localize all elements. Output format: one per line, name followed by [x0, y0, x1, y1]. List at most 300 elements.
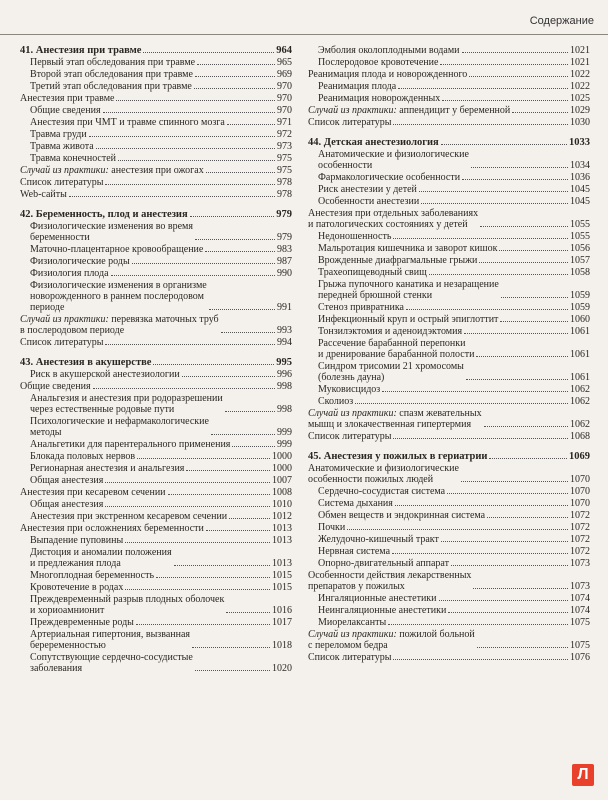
toc-entry — [308, 301, 590, 313]
page-number: 1030 — [570, 117, 590, 128]
toc-entry — [20, 616, 292, 628]
leader-dots — [451, 565, 568, 566]
page-number: 998 — [277, 381, 292, 392]
leader-dots — [226, 612, 270, 613]
leader-dots — [473, 588, 568, 589]
toc-entry — [308, 430, 590, 442]
toc-entry-title: Сердечно-сосудистая система — [318, 486, 446, 497]
toc-entry — [20, 220, 292, 243]
toc-entry-title: Врожденные диафрагмальные грыжи — [318, 255, 478, 266]
toc-entry — [20, 104, 292, 116]
toc-entry-title: Физиологические роды — [30, 256, 130, 267]
toc-entry-title: 41. Анестезия при травме — [20, 45, 142, 56]
leader-dots — [143, 52, 274, 53]
leader-dots — [182, 376, 275, 377]
leader-dots — [156, 577, 270, 578]
leader-dots — [195, 670, 270, 671]
page-number: 1015 — [272, 582, 292, 593]
toc-entry — [308, 278, 590, 301]
page-number: 1013 — [272, 523, 292, 534]
page-number: 1072 — [570, 522, 590, 533]
toc-entry-title: Травма груди — [30, 129, 87, 140]
page-number: 994 — [277, 337, 292, 348]
toc-entry-title: Анестезия при травме — [20, 93, 115, 104]
toc-entry-title: 44. Детская анестезиология — [308, 137, 439, 148]
leader-dots — [105, 184, 275, 185]
page-number: 975 — [277, 165, 292, 176]
page-number: 1061 — [570, 349, 590, 360]
toc-entry — [20, 569, 292, 581]
toc-entry-title: Преждевременные роды — [30, 617, 134, 628]
toc-entry-title: Список литературы — [308, 431, 392, 442]
leader-dots — [392, 553, 568, 554]
leader-dots — [462, 179, 568, 180]
toc-entry — [20, 80, 292, 92]
toc-entry — [308, 183, 590, 195]
leader-dots — [118, 160, 275, 161]
case-label: Случай из практики: — [20, 314, 109, 325]
toc-chapter-entry — [308, 136, 590, 148]
page-number: 1016 — [272, 605, 292, 616]
leader-dots — [393, 659, 568, 660]
toc-entry-title: Список литературы — [20, 337, 104, 348]
toc-entry-title: Анестезия при экстренном кесаревом сечении — [30, 511, 228, 522]
leader-dots — [487, 517, 568, 518]
toc-entry — [308, 533, 590, 545]
leader-dots — [393, 438, 568, 439]
toc-entry-title: Синдром трисомии 21 хромосомы (болезнь дауна) — [318, 361, 464, 383]
page-number: 964 — [276, 45, 292, 56]
leader-dots — [489, 458, 567, 459]
toc-entry-title: Анестезия при осложнениях беременности — [20, 523, 204, 534]
leader-dots — [439, 600, 568, 601]
toc-entry — [308, 325, 590, 337]
page-number: 1029 — [570, 105, 590, 116]
toc-entry — [308, 230, 590, 242]
leader-dots — [395, 505, 568, 506]
leader-dots — [186, 470, 270, 471]
leader-dots — [398, 88, 568, 89]
toc-entry-title: Риск анестезии у детей — [318, 184, 417, 195]
leader-dots — [512, 112, 568, 113]
toc-entry-title: Реанимация плода — [318, 81, 397, 92]
toc-entry — [20, 593, 292, 616]
toc-entry-title — [20, 165, 204, 176]
page-number: 1070 — [570, 474, 590, 485]
leader-dots — [103, 112, 275, 113]
page-number: 990 — [277, 268, 292, 279]
leader-dots — [227, 124, 275, 125]
toc-entry — [308, 407, 590, 430]
toc-chapter-entry — [20, 356, 292, 368]
page-number: 999 — [277, 439, 292, 450]
leader-dots — [393, 238, 568, 239]
page-number: 1055 — [570, 219, 590, 230]
toc-entry-title — [20, 314, 219, 336]
page-number: 1020 — [272, 663, 292, 674]
page-number: 1075 — [570, 617, 590, 628]
toc-entry-title: Физиологические изменения во время беременности — [30, 221, 193, 243]
toc-entry-title: Анатомические и физиологические особенности — [318, 149, 469, 171]
leader-dots — [89, 136, 275, 137]
toc-entry-title: Травма живота — [30, 141, 94, 152]
leader-dots — [442, 100, 568, 101]
page-number: 1060 — [570, 314, 590, 325]
leader-dots — [441, 144, 567, 145]
toc-entry — [308, 337, 590, 360]
page-number: 1059 — [570, 290, 590, 301]
page-number: 970 — [277, 105, 292, 116]
toc-entry-title: Риск в акушерской анестезиологии — [30, 369, 180, 380]
leader-dots — [466, 379, 568, 380]
page-number: 965 — [277, 57, 292, 68]
page-number: 1045 — [570, 196, 590, 207]
toc-entry — [20, 152, 292, 164]
leader-dots — [105, 482, 270, 483]
page-number: 1000 — [272, 451, 292, 462]
toc-entry — [20, 279, 292, 313]
leader-dots — [447, 493, 568, 494]
toc-entry — [308, 651, 590, 663]
page-number: 1072 — [570, 546, 590, 557]
toc-entry — [20, 628, 292, 651]
toc-entry-title: Желудочно-кишечный тракт — [318, 534, 439, 545]
toc-entry — [308, 557, 590, 569]
leader-dots — [190, 216, 275, 217]
page-number: 1008 — [272, 487, 292, 498]
toc-entry-title — [308, 629, 475, 651]
toc-entry-title: Общие сведения — [30, 105, 101, 116]
case-title: аппендицит у беременной — [396, 105, 511, 116]
leader-dots — [209, 309, 275, 310]
leader-dots — [388, 624, 568, 625]
leader-dots — [136, 624, 270, 625]
leader-dots — [195, 239, 275, 240]
running-header — [0, 0, 608, 35]
leader-dots — [96, 148, 275, 149]
page-number: 1012 — [272, 511, 292, 522]
leader-dots — [206, 172, 275, 173]
leader-dots — [93, 388, 275, 389]
leader-dots — [211, 434, 275, 435]
toc-entry — [20, 56, 292, 68]
toc-entry — [20, 474, 292, 486]
page-number: 1068 — [570, 431, 590, 442]
case-title: анестезия при ожогах — [108, 165, 204, 176]
leader-dots — [501, 297, 568, 298]
page-number: 1070 — [570, 498, 590, 509]
leader-dots — [206, 530, 270, 531]
leader-dots — [116, 100, 275, 101]
toc-entry — [308, 592, 590, 604]
toc-entry-title: Опорно-двигательный аппарат — [318, 558, 449, 569]
page-number: 972 — [277, 129, 292, 140]
toc-entry — [20, 450, 292, 462]
toc-entry-title: Трахеопищеводный свищ — [318, 267, 427, 278]
toc-entry — [308, 116, 590, 128]
leader-dots — [229, 518, 270, 519]
toc-entry-title: Маточно-плацентарное кровообращение — [30, 244, 204, 255]
leader-dots — [393, 124, 568, 125]
page-number: 1033 — [569, 137, 590, 148]
toc-entry — [308, 509, 590, 521]
page-number: 1070 — [570, 486, 590, 497]
toc-entry-title: Система дыхания — [318, 498, 393, 509]
toc-entry-title: 43. Анестезия в акушерстве — [20, 357, 152, 368]
case-title: пожилой больной с переломом бедра — [308, 629, 475, 651]
page-number: 1075 — [570, 640, 590, 651]
toc-chapter-entry — [20, 44, 292, 56]
leader-dots — [477, 647, 568, 648]
leader-dots — [194, 88, 275, 89]
toc-entry-title: Особенности анестезии — [318, 196, 420, 207]
page-number: 1015 — [272, 570, 292, 581]
page-number: 975 — [277, 153, 292, 164]
toc-entry-title — [308, 105, 510, 116]
leader-dots — [197, 64, 275, 65]
page-number: 1010 — [272, 499, 292, 510]
leader-dots — [480, 226, 568, 227]
page-number: 1057 — [570, 255, 590, 266]
toc-entry — [20, 510, 292, 522]
toc-entry — [20, 336, 292, 348]
toc-entry-title: Выпадение пуповины — [30, 535, 124, 546]
toc-entry-title: Список литературы — [308, 117, 392, 128]
toc-entry-title: Список литературы — [20, 177, 104, 188]
toc-entry — [20, 462, 292, 474]
toc-entry — [20, 140, 292, 152]
page-number: 995 — [276, 357, 292, 368]
page-number: 1013 — [272, 558, 292, 569]
toc-entry — [308, 313, 590, 325]
toc-entry-title: Третий этап обследования при травме — [30, 81, 192, 92]
page-number: 979 — [277, 232, 292, 243]
publisher-logo-icon: Л — [572, 764, 594, 786]
leader-dots — [347, 529, 568, 530]
toc-entry — [20, 498, 292, 510]
toc-column-left — [20, 44, 292, 674]
toc-entry — [20, 128, 292, 140]
page-number: 998 — [277, 404, 292, 415]
toc-entry-title: Список литературы — [308, 652, 392, 663]
toc-entry — [308, 604, 590, 616]
toc-entry-title: Психологические и нефармакологические методы — [30, 416, 209, 438]
page-number: 1076 — [570, 652, 590, 663]
toc-chapter-entry — [308, 450, 590, 462]
toc-entry-title: Нервная система — [318, 546, 391, 557]
page-number: 978 — [277, 177, 292, 188]
toc-entry-title: Анальгетики для парентерального применения — [30, 439, 231, 450]
page-number: 1013 — [272, 535, 292, 546]
toc-entry — [20, 255, 292, 267]
toc-entry — [308, 171, 590, 183]
page-number: 978 — [277, 189, 292, 200]
toc-entry — [308, 545, 590, 557]
toc-entry-title: Миорелаксанты — [318, 617, 387, 628]
page-number: 1017 — [272, 617, 292, 628]
leader-dots — [168, 494, 270, 495]
toc-entry — [308, 383, 590, 395]
leader-dots — [232, 446, 275, 447]
leader-dots — [406, 309, 568, 310]
toc-entry — [308, 80, 590, 92]
toc-entry-title: Неингаляционные анестетики — [318, 605, 447, 616]
page-number: 1055 — [570, 231, 590, 242]
leader-dots — [462, 52, 569, 53]
toc-entry-title: Дистоция и аномалии положения и предлежания плода — [30, 547, 172, 569]
toc-entry-title: Блокада половых нервов — [30, 451, 136, 462]
page-number: 983 — [277, 244, 292, 255]
leader-dots — [132, 263, 275, 264]
leader-dots — [125, 589, 270, 590]
page-number: 973 — [277, 141, 292, 152]
toc-entry — [308, 92, 590, 104]
page-number: 1021 — [570, 45, 590, 56]
leader-dots — [441, 541, 568, 542]
leader-dots — [421, 203, 568, 204]
toc-entry — [308, 254, 590, 266]
leader-dots — [125, 542, 270, 543]
toc-entry-title: Web-сайты — [20, 189, 67, 200]
page-number: 1021 — [570, 57, 590, 68]
leader-dots — [499, 250, 568, 251]
toc-entry — [308, 628, 590, 651]
toc-entry-title: Анестезия при кесаревом сечении — [20, 487, 166, 498]
leader-dots — [382, 391, 568, 392]
toc-entry — [308, 56, 590, 68]
leader-dots — [355, 403, 568, 404]
toc-entry-title: Анестезия при отдельных заболеваниях и патологических состояниях у детей — [308, 208, 479, 230]
toc-entry — [20, 313, 292, 336]
page-number: 1056 — [570, 243, 590, 254]
leader-dots — [205, 251, 275, 252]
toc-entry-title: Почки — [318, 522, 346, 533]
page-number: 970 — [277, 81, 292, 92]
toc-entry-title: Ингаляционные анестетики — [318, 593, 437, 604]
page-number: 1074 — [570, 605, 590, 616]
toc-entry — [308, 207, 590, 230]
toc-entry — [20, 546, 292, 569]
page-number: 1062 — [570, 396, 590, 407]
leader-dots — [69, 196, 275, 197]
toc-entry — [308, 497, 590, 509]
leader-dots — [464, 333, 568, 334]
toc-entry-title: 45. Анестезия у пожилых в гериатрии — [308, 451, 488, 462]
toc-entry — [308, 266, 590, 278]
page-number: 970 — [277, 93, 292, 104]
toc-entry-title: Сколиоз — [318, 396, 354, 407]
leader-dots — [192, 647, 270, 648]
page-number: 1072 — [570, 534, 590, 545]
toc-entry-title: Анестезия при ЧМТ и травме спинного мозга — [30, 117, 225, 128]
toc-entry-title: Инфекционный круп и острый эпиглоттит — [318, 314, 499, 325]
toc-entry-title: Регионарная анестезия и анальгезия — [30, 463, 185, 474]
leader-dots — [476, 356, 568, 357]
page-number: 1022 — [570, 69, 590, 80]
page-number: 1061 — [570, 326, 590, 337]
leader-dots — [221, 332, 275, 333]
page-number: 1073 — [570, 558, 590, 569]
toc-entry — [20, 651, 292, 674]
toc-entry-title: Особенности действия лекарственных препаратов у пожилых — [308, 570, 472, 592]
leader-dots — [225, 411, 275, 412]
toc-entry — [308, 485, 590, 497]
leader-dots — [461, 481, 568, 482]
toc-entry — [308, 616, 590, 628]
toc-entry — [308, 462, 590, 485]
toc-entry-title: Мальротация кишечника и заворот кишок — [318, 243, 498, 254]
case-label: Случай из практики: — [308, 629, 397, 640]
leader-dots — [419, 191, 568, 192]
case-title: спазм жевательных мышц и злокачественная гипертермия — [308, 408, 482, 430]
toc-entry-title: Анатомические и физиологические особенности пожилых людей — [308, 463, 459, 485]
page-number: 1007 — [272, 475, 292, 486]
toc-entry — [308, 104, 590, 116]
toc-entry-title: Тонзилэктомия и аденоидэктомия — [318, 326, 463, 337]
case-title: перевязка маточных труб в послеродовом периоде — [20, 314, 219, 336]
page-number: 1059 — [570, 302, 590, 313]
toc-entry-title: Эмболия околоплодными водами — [318, 45, 460, 56]
page-number: 1022 — [570, 81, 590, 92]
toc-entry-title — [308, 408, 482, 430]
page-number: 1036 — [570, 172, 590, 183]
toc-entry-title: Стеноз привратника — [318, 302, 404, 313]
leader-dots — [484, 426, 568, 427]
toc-entry — [20, 415, 292, 438]
toc-entry — [308, 68, 590, 80]
toc-entry-title: Многоплодная беременность — [30, 570, 155, 581]
toc-entry — [20, 368, 292, 380]
page-number: 1069 — [569, 451, 590, 462]
toc-entry-title: Травма конечностей — [30, 153, 117, 164]
toc-entry-title: Обмен веществ и эндокринная система — [318, 510, 486, 521]
leader-dots — [469, 76, 568, 77]
toc-entry-title: Общая анестезия — [30, 475, 104, 486]
toc-entry — [308, 360, 590, 383]
toc-entry — [308, 521, 590, 533]
toc-entry — [20, 438, 292, 450]
toc-entry-title: Фармакологические особенности — [318, 172, 461, 183]
page-number: 1062 — [570, 384, 590, 395]
leader-dots — [479, 262, 568, 263]
page-number: 1074 — [570, 593, 590, 604]
toc-entry-title: Общая анестезия — [30, 499, 104, 510]
page-number: 991 — [277, 302, 292, 313]
toc-entry — [20, 392, 292, 415]
page-number: 1025 — [570, 93, 590, 104]
toc-entry — [308, 195, 590, 207]
toc-entry — [20, 116, 292, 128]
toc-entry — [308, 148, 590, 171]
leader-dots — [105, 344, 275, 345]
toc-entry — [20, 267, 292, 279]
page-number: 993 — [277, 325, 292, 336]
leader-dots — [440, 64, 568, 65]
case-label: Случай из практики: — [308, 408, 397, 419]
case-label: Случай из практики: — [308, 105, 397, 116]
leader-dots — [429, 274, 568, 275]
page-number: 969 — [277, 69, 292, 80]
toc-entry-title: Реанимация плода и новорожденного — [308, 69, 468, 80]
toc-entry — [20, 176, 292, 188]
page-number: 1018 — [272, 640, 292, 651]
header-title: Содержание — [529, 15, 594, 27]
toc-entry-title: Общие сведения — [20, 381, 91, 392]
toc-entry — [308, 44, 590, 56]
page-number: 979 — [276, 209, 292, 220]
toc-entry-title: Сопутствующие сердечно-сосудистые заболевания — [30, 652, 193, 674]
toc-entry-title: Физиологические изменения в организме новорожденного в раннем послеродовом периоде — [30, 280, 207, 313]
